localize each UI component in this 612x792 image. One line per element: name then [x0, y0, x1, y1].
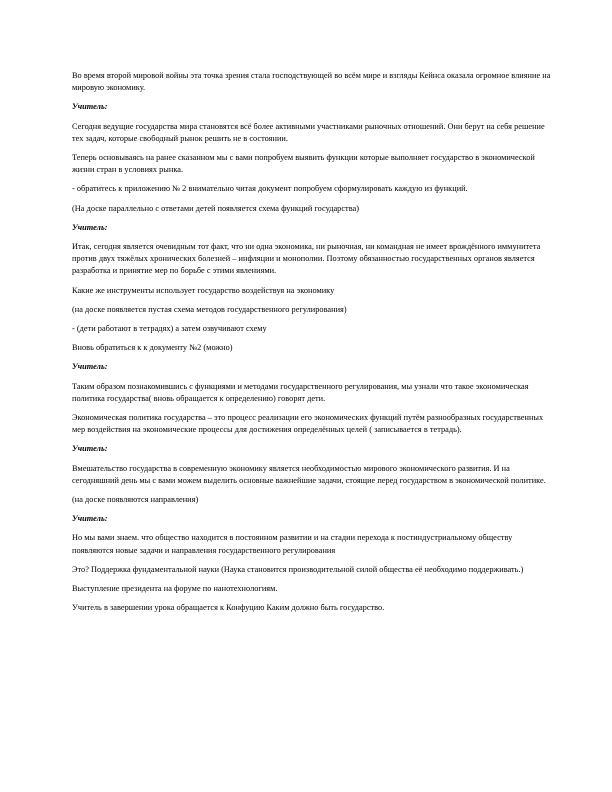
- paragraph-state-intervention: Вмешательство государства в современную экономику является необходимостью мирового экономического развития. И на сегодняшний день мы с вами можем выделить основные важнейшие задачи, стоящие перед государством в экономической политике.: [72, 463, 546, 485]
- paragraph-board-methods: (на доске появляется пустая схема методов государственного регулирования): [72, 304, 347, 314]
- paragraph-identify-functions: Теперь основываясь на ранее сказанном мы с вами попробуем выявить функции которые выполняет государство в экономической жизни стран в условиях рынка.: [72, 153, 535, 175]
- paragraph-postindustrial: Но мы вами знаем. что общество находится в постоянном развитии и на стадии перехода к постиндустриальному обществу появляются новые задачи и направления государственного регулирования: [72, 533, 513, 555]
- paragraph-board-functions: (На доске параллельно с ответами детей появляется схема функций государства): [72, 203, 360, 213]
- paragraph-economic-policy-definition: Экономическая политика государства – это процесс реализации его экономических функций путём разнообразных государственных мер воздействия на экономические процессы для достижения определённых целей ( записывается в тетрадь).: [72, 413, 544, 435]
- paragraph-keynes: Во время второй мировой войны эта точка зрения стала господствующей во всём мире и взгляды Кейнса оказала огромное влияние на мировую экономику.: [72, 71, 551, 93]
- speaker-label: Учитель:: [72, 362, 108, 372]
- paragraph-notebooks: - (дети работают в тетрадях) а затем озвучивают схему: [72, 324, 267, 334]
- paragraph-document-2: Вновь обратиться к к документу №2 (можно): [72, 343, 233, 353]
- speaker-label: Учитель:: [72, 444, 108, 454]
- paragraph-appendix-instruction: - обратитесь к приложению № 2 внимательно читая документ попробуем сформулировать каждую из функций.: [72, 184, 468, 194]
- paragraph-inflation-monopoly: Итак, сегодня является очевидным тот факт, что ни одна экономика, ни рыночная, ни командная не имеет врождённого иммунитета против двух тяжёлых хронических болезней – инфляции и монополии. Поэтому обязанностью государственных органов является разработка и принятие мер по борьбе с этими явлениями.: [72, 242, 541, 276]
- paragraph-confucius: Учитель в завершении урока обращается к Конфуцию Каким должно быть государство.: [72, 603, 385, 613]
- paragraph-board-directions: (на доске появляются направления): [72, 495, 199, 505]
- speaker-label: Учитель:: [72, 222, 108, 232]
- paragraph-economic-policy-intro: Таким образом познакомившись с функциями и методами государственного регулирования, мы узнали что такое экономическая политика государства( вновь обращается к определению) говорят дети.: [72, 381, 529, 403]
- speaker-label: Учитель:: [72, 514, 108, 524]
- speaker-label: Учитель:: [72, 102, 108, 112]
- paragraph-science-support: Это? Поддержка фундаментальной науки (Наука становится производительной силой общества её необходимо поддерживать.): [72, 564, 524, 574]
- paragraph-market-participants: Сегодня ведущие государства мира становятся всё более активными участниками рыночных отношений. Они берут на себя решение тех задач, которые свободный рынок решить не в состоянии.: [72, 121, 545, 143]
- paragraph-president-speech: Выступление президента на форуме по нанотехнологиям.: [72, 584, 278, 594]
- paragraph-instruments-question: Какие же инструменты использует государство воздействуя на экономику: [72, 285, 335, 295]
